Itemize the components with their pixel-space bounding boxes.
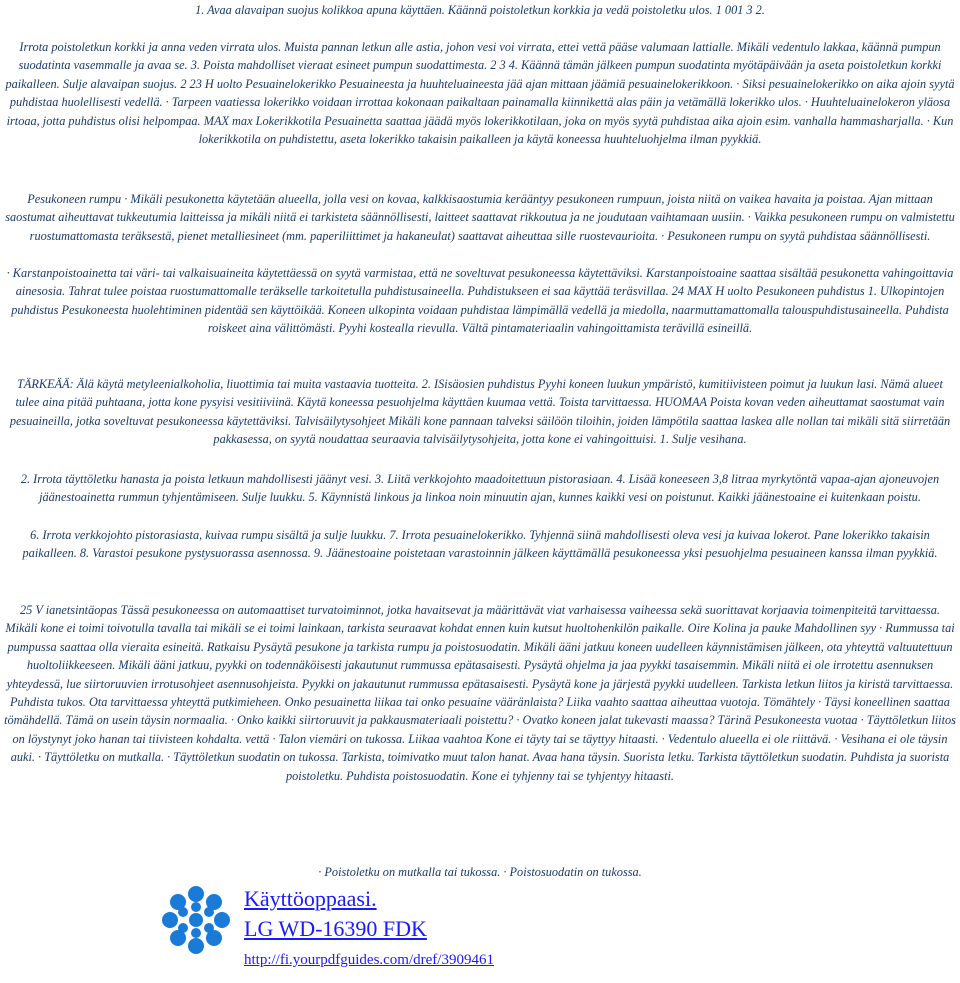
model-link[interactable]: LG WD-16390 FDK (244, 916, 427, 941)
manual-link[interactable]: Käyttöoppaasi. (244, 886, 377, 911)
paragraph-winter-6: 6. Irrota verkkojohto pistorasiasta, kuivaa rumpu sisältä ja sulje luukku. 7. Irrota pesuainelokerikko. Tyhjennä siinä mahdollisesti oleva vesi ja kuivaa lokerot. Pane lokerikko takaisin paikalleen. 8. Varastoi pesukone pystysuorassa asennossa. 9. Jäänestoaine poistetaan varastoinnin jälkeen käyttämällä pesukoneessa yksi pesuohjelma pesuaineen kanssa ilman pyykkiä. (22, 528, 938, 561)
paragraph-drum: Pesukoneen rumpu · Mikäli pesukonetta käytetään alueella, jolla vesi on kovaa, kalkkisaostumia kerääntyy pesukoneen rumpuun, joista niitä on vaikea havaita ja poistaa. Ajan mittaan saostumat aiheuttavat tukkeutumia laitteissa ja mikäli niitä ei tarkisteta säännöllisesti, laitteet saattavat rikkoutua ja ne joudutaan vaihtamaan uusiin. · Vaikka pesukoneen rumpu on valmistettu ruostumattomasta teräksestä, pienet metalliesineet (mm. paperiliittimet ja hakaneulat) saattavat aiheuttaa sille ruostevaurioita. · Pesukoneen rumpu on syytä puhdistaa säännöllisesti. (5, 192, 955, 243)
paragraph-intro: 1. Avaa alavaipan suojus kolikkoa apuna käyttäen. Käännä poistoletkun korkkia ja vedä poistoletku ulos. 1 001 3 2. (195, 3, 765, 17)
yourpdfguides-logo-icon (158, 882, 234, 958)
paragraph-important: TÄRKEÄÄ: Älä käytä metyleenialkoholia, liuottimia tai muita vastaavia tuotteita. 2. ISisäosien puhdistus Pyyhi koneen luukun ympäristö, kumitiivisteen poimut ja luukun lasi. Nämä alueet tulee aina pitää puhtaana, jotta kone pysyisi vesitiiviinä. Käytä koneessa pesuohjelma käyttäen kuumaa vettä. Toista tarvittaessa. HUOMAA Poista kovan veden aiheuttamat saostumat vain pesuaineilla, jotka soveltuvat pesukoneessa käytettäviksi. Talvisäilytysohjeet Mikäli kone pannaan talveksi säilöön tiloihin, joiden lämpötila saattaa laskea alle nollan tai mikäli sitä siirretään pakkasessa, on syytä noudattaa seuraavia talvisäilytysohjeita, jotta kone ei vahingoittuisi. 1. Sulje vesihana. (9, 377, 951, 447)
paragraph-last: · Poistoletku on mutkalla tai tukossa. · Poistosuodatin on tukossa. (318, 865, 642, 879)
paragraph-winter-2: 2. Irrota täyttöletku hanasta ja poista letkuun mahdollisesti jäänyt vesi. 3. Liitä verkkojohto maadoitettuun pistorasiaan. 4. Lisää koneeseen 3,8 litraa myrkytöntä vapaa-ajan ajoneuvojen jäänestoainetta rummun tyhjentämiseen. Sulje luukku. 5. Käynnistä linkous ja linkoa noin minuutin ajan, kunnes kaikki vesi on poistunut. Kaikki jäänestoaine ei kuitenkaan poistu. (20, 472, 940, 505)
url-link[interactable]: http://fi.yourpdfguides.com/dref/3909461 (244, 952, 494, 968)
paragraph-drain: Irrota poistoletkun korkki ja anna veden virrata ulos. Muista pannan letkun alle astia, johon vesi voi virrata, ettei vettä pääse valumaan lattialle. Mikäli vedentulo lakkaa, käännä pumpun suodatinta vasemmalle ja avaa se. 3. Poista mahdolliset vieraat esineet pumpun suodattimesta. 2 3 4. Käännä tämän jälkeen pumpun suodatinta myötäpäivään ja aseta poistoletkun korkki paikalleen. Sulje alavaipan suojus. 2 23 H uolto Pesuainelokerikko Pesuaineesta ja huuhteluaineesta jää ajan mittaan jäämiä pesuainelokerikkoon. · Siksi pesuainelokerikko on aika ajoin syytä puhdistaa huolellisesti vedellä. · Tarpeen vaatiessa lokerikko voidaan irrottaa kokonaan paikaltaan painamalla kiinnikettä alas päin ja vetämällä lokerikko ulos. · Huuhteluainelokeron yläosa irtoaa, jotta puhdistus olisi helpompaa. MAX max Lokerikkotila Pesuainetta saattaa jäädä myös lokerikkotilaan, joka on myös syytä puhdistaa aika ajoin esim. vanhalla hammasharjalla. · Kun lokerikkotila on puhdistettu, aseta lokerikko takaisin paikalleen ja käytä koneessa huuhteluohjelma ilman pyykkiä. (5, 40, 955, 147)
footer (158, 882, 758, 972)
footer-links (244, 884, 494, 974)
paragraph-troubleshooting: 25 V ianetsintäopas Tässä pesukoneessa on automaattiset turvatoiminnot, jotka havaitsevat ja määrittävät viat varhaisessa vaiheessa sekä suorittavat korjaavia toimenpiteitä tarvittaessa. Mikäli kone ei toimi toivotulla tavalla tai mikäli se ei toimi lainkaan, tarkista seuraavat kohdat ennen kuin kutsut huoltohenkilön paikalle. Oire Kolina ja pauke Mahdollinen syy · Rummussa tai pumpussa saattaa olla vieraita esineitä. Ratkaisu Pysäytä pesukone ja tarkista rumpu ja poistosuodatin. Mikäli ääni jatkuu koneen uudelleen käynnistämisen jälkeen, ota yhteyttä valtuutettuun huoltoliikkeeseen. Mikäli ääni jatkuu, pyykki on todennäköisesti jakautunut rummussa epätasaisesti. Pysäytä ohjelma ja jaa pyykki tasaisemmin. Mikäli niitä ei ole irrotettu asennuksen yhteydessä, lue siirtoruuvien irrotusohjeet asennusohjeista. Pyykki on jakautunut rummussa epätasaisesti. Pysäytä kone ja järjestä pyykki uudelleen. Tarkista letkun liitos ja kiristä tarvittaessa. Puhdista tukos. Ota tarvittaessa yhteyttä putkimieheen. Onko pesuainetta liikaa tai onko pesuaine vääränlaista? Liika vaahto saattaa aiheuttaa vuotoja. Tömähtely · Täysi koneellinen saattaa tömähdellä. Tämä on usein täysin normaalia. · Onko kaikki siirtoruuvit ja pakkausmateriaali poistettu? · Ovatko koneen jalat tukevasti maassa? Tärinä Pesukoneesta vuotaa · Täyttöletkun liitos on löystynyt joko hanan tai tiivisteen kohdalta. vettä · Talon viemäri on tukossa. Liikaa vaahtoa Kone ei täyty tai se täyttyy hitaasti. · Vedentulo alueella ei ole riittävä. · Vesihana ei ole täysin auki. · Täyttöletku on mutkalla. · Täyttöletkun suodatin on tukossa. Tarkista, toimivatko muut talon hanat. Avaa hana täysin. Suorista letku. Tarkista täyttöletkun suodatin. Puhdista ja suorista poistoletku. Puhdista poistosuodatin. Kone ei tyhjenny tai se tyhjentyy hitaasti. (4, 603, 956, 783)
paragraph-exterior: · Karstanpoistoainetta tai väri- tai valkaisuaineita käytettäessä on syytä varmistaa, että ne soveltuvat pesukoneessa käytettäviksi. Karstanpoistoaine saattaa sisältää pesukonetta vahingoittavia ainesosia. Tahrat tulee poistaa ruostumattomalle teräkselle tarkoitetulla puhdistusaineella. Puhdistukseen ei saa käyttää teräsvillaa. 24 MAX H uolto Pesukoneen puhdistus 1. Ulkopintojen puhdistus Pesukoneesta huolehtiminen pidentää sen käyttöikää. Koneen ulkopinta voidaan puhdistaa lämpimällä vedellä ja miedolla, naarmuttamattomalla talouspuhdistusaineella. Puhdista roiskeet aina välittömästi. Pyyhi kostealla rievulla. Vältä pintamateriaalin vahingoittamista terävillä esineillä. (6, 266, 954, 336)
